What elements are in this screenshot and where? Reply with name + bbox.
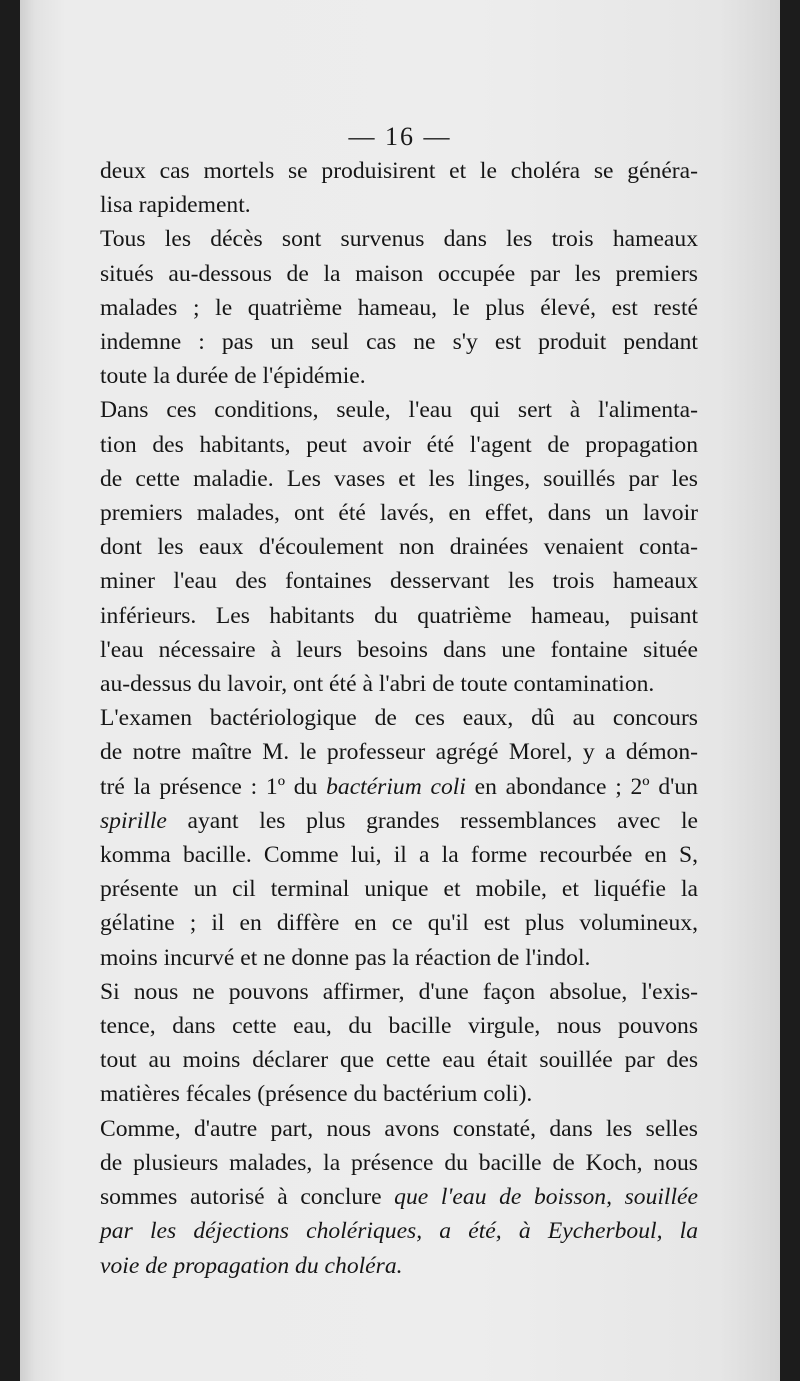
text-line: tout au moins déclarer que cette eau était souillée par des — [100, 1047, 698, 1074]
text-line: présente un cil terminal unique et mobile, et liquéfie la — [100, 876, 698, 903]
text-line: tré la présence : 1º du bactérium coli en abondance ; 2º d'un — [100, 773, 698, 800]
text-line: de plusieurs malades, la présence du bacille de Koch, nous — [100, 1149, 698, 1176]
text-line: par les déjections cholériques, a été, à Eycherboul, la — [100, 1218, 698, 1245]
text-line: spirille ayant les plus grandes ressemblances avec le — [100, 807, 698, 834]
text-line: gélatine ; il en diffère en ce qu'il est plus volumineux, — [100, 910, 698, 937]
text-line: au-dessus du lavoir, ont été à l'abri de toute contamination. — [100, 671, 655, 698]
text-line: komma bacille. Comme lui, il a la forme recourbée en S, — [100, 842, 698, 869]
text-line: moins incurvé et ne donne pas la réaction de l'indol. — [100, 944, 591, 971]
text-line: situés au-dessous de la maison occupée par les premiers — [100, 260, 698, 287]
paragraph-p4 — [76, 701, 698, 975]
paragraph-p6 — [76, 1112, 698, 1283]
text-line: toute la durée de l'épidémie. — [100, 363, 366, 390]
book-page — [20, 0, 780, 1381]
paragraph-p1 — [76, 154, 698, 222]
text-line: sommes autorisé à conclure que l'eau de boisson, souillée — [100, 1184, 698, 1211]
paragraph-p3 — [76, 393, 698, 701]
text-line: tion des habitants, peut avoir été l'agent de propagation — [100, 431, 698, 458]
text-line: miner l'eau des fontaines desservant les trois hameaux — [100, 568, 698, 595]
text-line: matières fécales (présence du bactérium coli). — [100, 1081, 533, 1108]
text-line: l'eau nécessaire à leurs besoins dans une fontaine située — [100, 636, 698, 663]
text-line: Si nous ne pouvons affirmer, d'une façon absolue, l'exis- — [100, 978, 698, 1005]
paragraph-p5 — [76, 975, 698, 1112]
text-line: indemne : pas un seul cas ne s'y est produit pendant — [100, 329, 698, 356]
text-line: tence, dans cette eau, du bacille virgule, nous pouvons — [100, 1013, 698, 1040]
text-line: Tous les décès sont survenus dans les trois hameaux — [100, 226, 698, 253]
text-line: lisa rapidement. — [100, 192, 251, 219]
page-number: — 16 — — [348, 122, 452, 151]
text-line: inférieurs. Les habitants du quatrième hameau, puisant — [100, 602, 698, 629]
text-line: dont les eaux d'écoulement non drainées venaient conta- — [100, 534, 698, 561]
text-line: deux cas mortels se produisirent et le choléra se généra- — [100, 158, 698, 184]
text-line: L'examen bactériologique de ces eaux, dû au concours — [100, 705, 698, 732]
text-line: Comme, d'autre part, nous avons constaté, dans les selles — [100, 1115, 698, 1142]
text-line: Dans ces conditions, seule, l'eau qui sert à l'alimenta- — [100, 397, 698, 424]
text-line: malades ; le quatrième hameau, le plus élevé, est resté — [100, 294, 698, 321]
text-line: voie de propagation du choléra. — [100, 1252, 403, 1279]
paragraph-p2 — [76, 222, 698, 393]
text-line: premiers malades, ont été lavés, en effet, dans un lavoir — [100, 500, 698, 527]
body-text — [76, 154, 698, 1283]
text-line: de notre maître M. le professeur agrégé Morel, y a démon- — [100, 739, 698, 766]
text-line: de cette maladie. Les vases et les linges, souillés par les — [100, 465, 698, 492]
